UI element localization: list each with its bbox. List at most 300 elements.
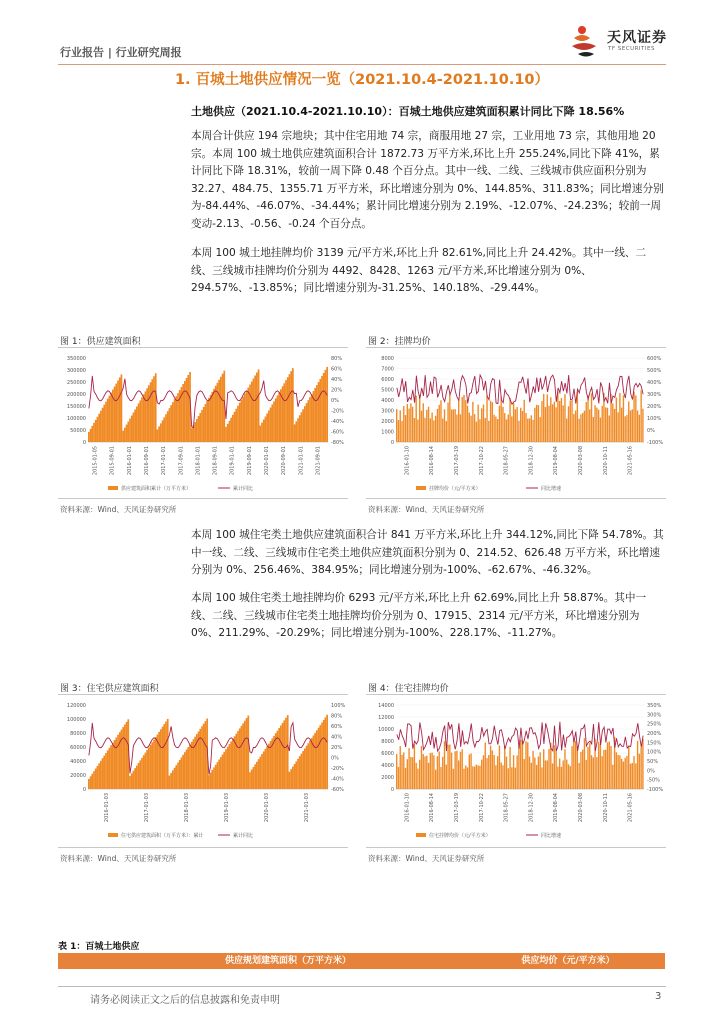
bar <box>225 749 227 789</box>
bar <box>290 371 292 442</box>
bar <box>449 744 450 789</box>
fig4-rule-bottom <box>366 847 666 848</box>
x-tick-label: 2021-09-01 <box>315 446 322 476</box>
bar <box>605 407 606 442</box>
bar <box>564 394 565 442</box>
bar <box>265 749 267 789</box>
bar <box>483 404 484 442</box>
bar <box>543 394 544 442</box>
bar <box>247 716 249 789</box>
bar <box>210 773 212 789</box>
bar <box>488 755 489 789</box>
bar <box>126 722 128 789</box>
bar <box>479 419 480 442</box>
bar <box>184 752 186 789</box>
bar <box>603 750 604 789</box>
bar <box>458 760 459 789</box>
bar <box>587 747 588 789</box>
bar <box>626 756 627 789</box>
bar <box>573 739 574 789</box>
bar <box>587 395 588 442</box>
bar <box>160 423 162 442</box>
bar <box>307 743 309 789</box>
fig1-rule <box>58 347 348 348</box>
table-header-row <box>58 953 665 969</box>
bar <box>430 753 431 789</box>
y-tick-label-right: 60% <box>331 366 343 373</box>
bar <box>563 405 564 442</box>
bar <box>617 755 618 789</box>
bar <box>593 757 594 789</box>
bar <box>516 407 517 442</box>
bar <box>639 754 640 789</box>
bar <box>268 411 270 443</box>
bar <box>134 768 136 789</box>
bar <box>630 411 631 442</box>
bar <box>421 411 422 442</box>
y-tick-label-right: 100% <box>647 416 662 422</box>
bar <box>591 393 592 442</box>
bar <box>630 764 631 789</box>
bar <box>509 398 510 442</box>
bar <box>162 420 164 442</box>
bar <box>182 755 184 789</box>
bar <box>309 741 311 789</box>
bar <box>326 715 328 789</box>
bar <box>472 766 473 789</box>
fig2-rule <box>366 347 666 348</box>
bar <box>220 757 222 789</box>
bar <box>470 753 471 789</box>
y-tick-label-right: 300% <box>647 712 662 719</box>
y-tick-label-left: 0 <box>390 440 394 446</box>
bar <box>141 758 143 789</box>
y-tick-label-left: 8000 <box>381 356 394 362</box>
fig2-rule-bottom <box>366 498 666 499</box>
y-tick-label-left: 50000 <box>70 428 86 434</box>
bar <box>396 754 397 789</box>
bar <box>318 728 320 789</box>
y-tick-label-right: 150% <box>647 740 662 747</box>
bar <box>462 749 463 789</box>
bar <box>278 728 280 789</box>
bar <box>249 772 251 789</box>
bar <box>554 402 555 442</box>
bar <box>497 419 498 442</box>
bar <box>88 432 90 442</box>
x-tick-label: 2016-01-01 <box>126 446 133 476</box>
table-title: 表 1：百城土地供应 <box>58 942 140 952</box>
bar <box>578 419 579 442</box>
paragraph-supply: 本周合计供应 194 宗地块；其中住宅用地 74 宗，商服用地 27 宗，工业用地 73 宗，其他用地 20 宗。本周 100 城土地供应建筑面积合计 1872.73 万平方米,环比上升 255.24%,同比下降 41%，累计同比下降 18.31%，较前一周下降 0.48 个百分点。其中一线、二线、三线城市供应面积分别为 32.27、484.75、1355.71 万平方米，环比增速分别为 0%、144.85%、311.83%；同比增速分别为-84.44%、-46.07%、-34.44%；累计同比增速分别为 2.19%、-12.07%、-24.23%；较前一周变动-2.13、-0.56、-0.24 个百分点。 <box>191 130 664 230</box>
bar <box>596 757 597 789</box>
bar <box>545 760 546 789</box>
bar <box>289 374 291 442</box>
bar <box>129 776 131 789</box>
bar <box>237 731 239 789</box>
bar <box>114 387 116 442</box>
bar <box>584 411 585 442</box>
bar <box>610 746 611 789</box>
bar <box>536 765 537 789</box>
bar <box>403 752 404 789</box>
bar <box>234 412 236 442</box>
bar <box>534 758 535 789</box>
y-tick-label-left: 200000 <box>66 392 86 398</box>
bar <box>126 425 128 442</box>
bar <box>102 758 104 789</box>
bar <box>633 756 634 789</box>
bar <box>594 405 595 442</box>
x-tick-label: 2020-03-08 <box>578 446 584 476</box>
bar <box>417 420 418 442</box>
bar <box>415 763 416 789</box>
bar <box>112 743 114 789</box>
bar <box>122 431 124 442</box>
bar <box>536 405 537 442</box>
bar <box>566 419 567 442</box>
bar <box>133 413 135 442</box>
bar <box>423 403 424 442</box>
bar <box>486 395 487 442</box>
y-tick-label-right: 200% <box>647 731 662 737</box>
y-tick-label-left: 20000 <box>70 773 86 779</box>
bar <box>571 746 572 789</box>
x-tick-label: 2021-05-16 <box>627 446 634 476</box>
bar <box>153 740 155 789</box>
bar <box>105 402 107 442</box>
bar <box>578 763 579 789</box>
bar <box>447 745 448 789</box>
bar <box>481 760 482 789</box>
bar <box>561 398 562 442</box>
bar <box>172 402 174 442</box>
bar <box>570 401 571 442</box>
x-tick-label: 2021-01-01 <box>298 446 305 476</box>
bar <box>261 754 263 789</box>
bar <box>326 367 328 442</box>
bar <box>495 417 496 442</box>
bar <box>151 742 153 789</box>
bar <box>447 402 448 442</box>
bar <box>139 760 141 789</box>
bar <box>481 408 482 442</box>
y-tick-label-right: 100% <box>647 749 662 756</box>
bar <box>211 770 213 789</box>
bar <box>91 426 93 442</box>
bar <box>486 758 487 789</box>
bar <box>407 759 408 789</box>
bar <box>598 410 599 442</box>
bar <box>607 742 608 789</box>
bar <box>596 408 597 442</box>
bar <box>244 721 246 789</box>
bar <box>396 409 397 442</box>
bar <box>410 403 411 442</box>
x-tick-label: 2017-01-01 <box>161 446 168 476</box>
bar <box>423 754 424 789</box>
bar <box>323 373 325 442</box>
bar <box>547 760 548 789</box>
bar <box>194 422 196 442</box>
bar <box>282 723 284 789</box>
x-tick-label: 2016-01-10 <box>404 793 411 823</box>
bar <box>492 750 493 789</box>
y-tick-label-left: 120000 <box>66 703 86 709</box>
bar <box>306 746 308 789</box>
bar <box>467 767 468 789</box>
bar <box>230 741 232 789</box>
bar <box>151 379 153 442</box>
bar <box>635 763 636 789</box>
bar <box>314 388 316 442</box>
y-tick-label-right: 350% <box>647 703 662 709</box>
bar <box>146 750 148 789</box>
x-tick-label: 2020-10-11 <box>602 446 609 476</box>
bar <box>88 779 90 789</box>
bar <box>449 394 450 442</box>
bar <box>559 401 560 442</box>
bar <box>153 376 155 442</box>
bar <box>453 769 454 789</box>
x-tick-label: 2020-03-08 <box>578 793 584 823</box>
bar <box>100 761 102 789</box>
y-tick-label-right: -50% <box>647 777 660 784</box>
page-number: 3 <box>655 991 662 1002</box>
bar <box>187 747 189 789</box>
bar <box>210 395 212 442</box>
bar <box>107 750 109 789</box>
bar <box>520 408 521 442</box>
bar <box>206 401 208 442</box>
bar <box>483 755 484 789</box>
bar <box>616 398 617 442</box>
bar <box>490 401 491 442</box>
y-tick-label-right: 500% <box>647 368 662 374</box>
y-tick-label-right: -60% <box>331 429 344 436</box>
bar <box>247 388 249 442</box>
bar <box>319 725 321 789</box>
bar <box>105 753 107 789</box>
bar <box>225 427 227 442</box>
bar <box>93 423 95 442</box>
bar <box>203 407 205 442</box>
bar <box>442 757 443 789</box>
bar <box>541 401 542 442</box>
bar <box>290 769 292 789</box>
bar <box>554 745 555 789</box>
bar <box>541 767 542 789</box>
bar <box>632 409 633 442</box>
y-tick-label-right: 20% <box>331 745 343 751</box>
x-tick-label: 2016-09-01 <box>144 446 150 476</box>
bar <box>612 765 613 789</box>
y-tick-label-left: 0 <box>390 787 394 793</box>
bar <box>121 374 123 442</box>
bar <box>256 372 258 442</box>
bar <box>439 751 440 789</box>
bar <box>239 403 241 442</box>
bar <box>516 755 517 789</box>
bar <box>545 407 546 442</box>
bar <box>167 411 169 442</box>
logo-text-en: TF SECURITIES <box>608 46 655 52</box>
bar <box>577 746 578 789</box>
legend-label-line: 累计同比 <box>233 833 254 839</box>
bar <box>177 763 179 789</box>
bar <box>571 400 572 442</box>
bar <box>479 766 480 789</box>
bar <box>435 770 436 789</box>
fig2-title: 图 2：挂牌均价 <box>368 337 431 347</box>
bar <box>547 394 548 442</box>
bar <box>586 402 587 442</box>
bar <box>509 747 510 789</box>
bar <box>215 386 217 442</box>
bar <box>412 407 413 442</box>
bar <box>601 756 602 789</box>
bar <box>538 756 539 789</box>
bar <box>552 404 553 442</box>
bar <box>169 776 171 789</box>
bar <box>146 388 148 442</box>
bar <box>548 749 549 789</box>
bar <box>584 738 585 789</box>
bar <box>493 755 494 789</box>
bar <box>524 400 525 442</box>
bar <box>532 751 533 789</box>
bar <box>246 718 248 789</box>
bar <box>470 416 471 442</box>
x-tick-label: 2018-12-30 <box>528 446 535 476</box>
bar <box>280 389 282 442</box>
bar <box>557 767 558 789</box>
bar <box>559 759 560 789</box>
bar <box>637 410 638 442</box>
y-tick-label-right: -20% <box>331 766 344 772</box>
bar <box>539 417 540 442</box>
y-tick-label-right: 600% <box>647 356 662 362</box>
bar <box>124 724 126 789</box>
bar <box>550 397 551 442</box>
legend-label-bar: 住宅供应建筑面积（万平方米）：累计 <box>121 833 204 839</box>
bar <box>424 418 425 442</box>
bar <box>97 766 99 789</box>
bar <box>469 413 470 442</box>
x-tick-label: 2017-03-19 <box>454 793 460 823</box>
y-tick-label-right: -20% <box>331 408 344 415</box>
bar <box>488 421 489 442</box>
y-tick-label-left: 350000 <box>66 356 86 362</box>
bar <box>454 751 455 789</box>
fig1-title: 图 1：供应建筑面积 <box>60 337 141 347</box>
bar <box>235 409 237 442</box>
y-tick-label-left: 4000 <box>381 763 394 769</box>
x-tick-label: 2018-01-03 <box>184 793 190 823</box>
table-header-cell <box>58 953 118 969</box>
legend-swatch-bar <box>416 486 426 490</box>
bar <box>218 380 220 442</box>
bar <box>465 400 466 442</box>
bar <box>408 409 409 442</box>
bar <box>428 763 429 789</box>
y-tick-label-left: 100000 <box>66 717 86 723</box>
bar <box>263 751 265 789</box>
bar <box>623 395 624 442</box>
bar <box>150 745 152 789</box>
bar <box>485 418 486 442</box>
bar <box>136 766 138 789</box>
bar <box>175 396 177 442</box>
bar <box>273 401 275 442</box>
bar <box>522 741 523 789</box>
bar <box>463 769 464 789</box>
bar <box>241 726 243 789</box>
bar <box>426 756 427 789</box>
x-tick-label: 2016-08-14 <box>429 793 436 823</box>
bar <box>451 410 452 442</box>
bar <box>428 407 429 442</box>
x-tick-label: 2020-01-03 <box>264 793 270 823</box>
bar <box>465 766 466 789</box>
bar <box>600 744 601 789</box>
bar <box>407 404 408 442</box>
bar <box>419 760 420 789</box>
bar <box>451 753 452 789</box>
bar <box>582 413 583 442</box>
bar <box>609 742 610 789</box>
bar <box>625 758 626 789</box>
bar <box>292 767 294 789</box>
paragraph-residential-supply: 本周 100 城住宅类土地供应建筑面积合计 841 万平方米,环比上升 344.12%,同比下降 54.78%。其中一线、二线、三线城市住宅类土地供应建筑面积分别为 0、214.52、626.48 万平方米，环比增速分别为 0%、256.46%、384.95%；同比增速分别为-100%、-62.67%、-46.32%。 <box>191 529 664 576</box>
x-tick-label: 2015-09-01 <box>109 446 116 476</box>
y-tick-label-left: 6000 <box>381 377 394 383</box>
y-tick-label-right: 40% <box>331 377 343 383</box>
legend-label-line: 累计同比 <box>233 486 254 492</box>
fig1-rule-bottom <box>58 498 348 499</box>
bar <box>617 412 618 442</box>
bar <box>474 414 475 442</box>
bar <box>401 755 402 789</box>
paragraph-price: 本周 100 城土地挂牌均价 3139 元/平方米,环比上升 82.61%,同比上升 24.42%。其中一线、二线、三线城市挂牌均价分别为 4492、8428、1263 元/平方米,环比增速分别为 0%、294.57%、-13.85%；同比增速分别为-31.25%、140.18%、-29.44%。 <box>191 247 647 294</box>
y-tick-label-right: 100% <box>331 703 346 709</box>
legend-label-line: 同比增速 <box>541 486 562 492</box>
y-tick-label-right: 0% <box>647 428 655 434</box>
fig4-title: 图 4：住宅挂牌均价 <box>368 684 449 694</box>
bar <box>254 375 256 442</box>
bar <box>612 403 613 442</box>
fig1-source: 资料来源：Wind、天风证券研究所 <box>60 505 177 514</box>
bar <box>460 414 461 442</box>
bar <box>456 415 457 442</box>
bar <box>213 767 215 789</box>
bar <box>408 748 409 789</box>
bar <box>163 724 165 789</box>
bar <box>552 763 553 789</box>
bar <box>117 381 119 442</box>
bar <box>277 731 279 789</box>
bar <box>275 398 277 442</box>
bar <box>472 402 473 442</box>
bar <box>143 394 145 442</box>
bar <box>165 414 167 442</box>
y-tick-label-left: 2000 <box>381 775 394 781</box>
bar <box>463 395 464 442</box>
bar <box>414 744 415 789</box>
bar <box>593 417 594 442</box>
bar <box>532 420 533 442</box>
x-tick-label: 2017-03-19 <box>454 446 460 476</box>
